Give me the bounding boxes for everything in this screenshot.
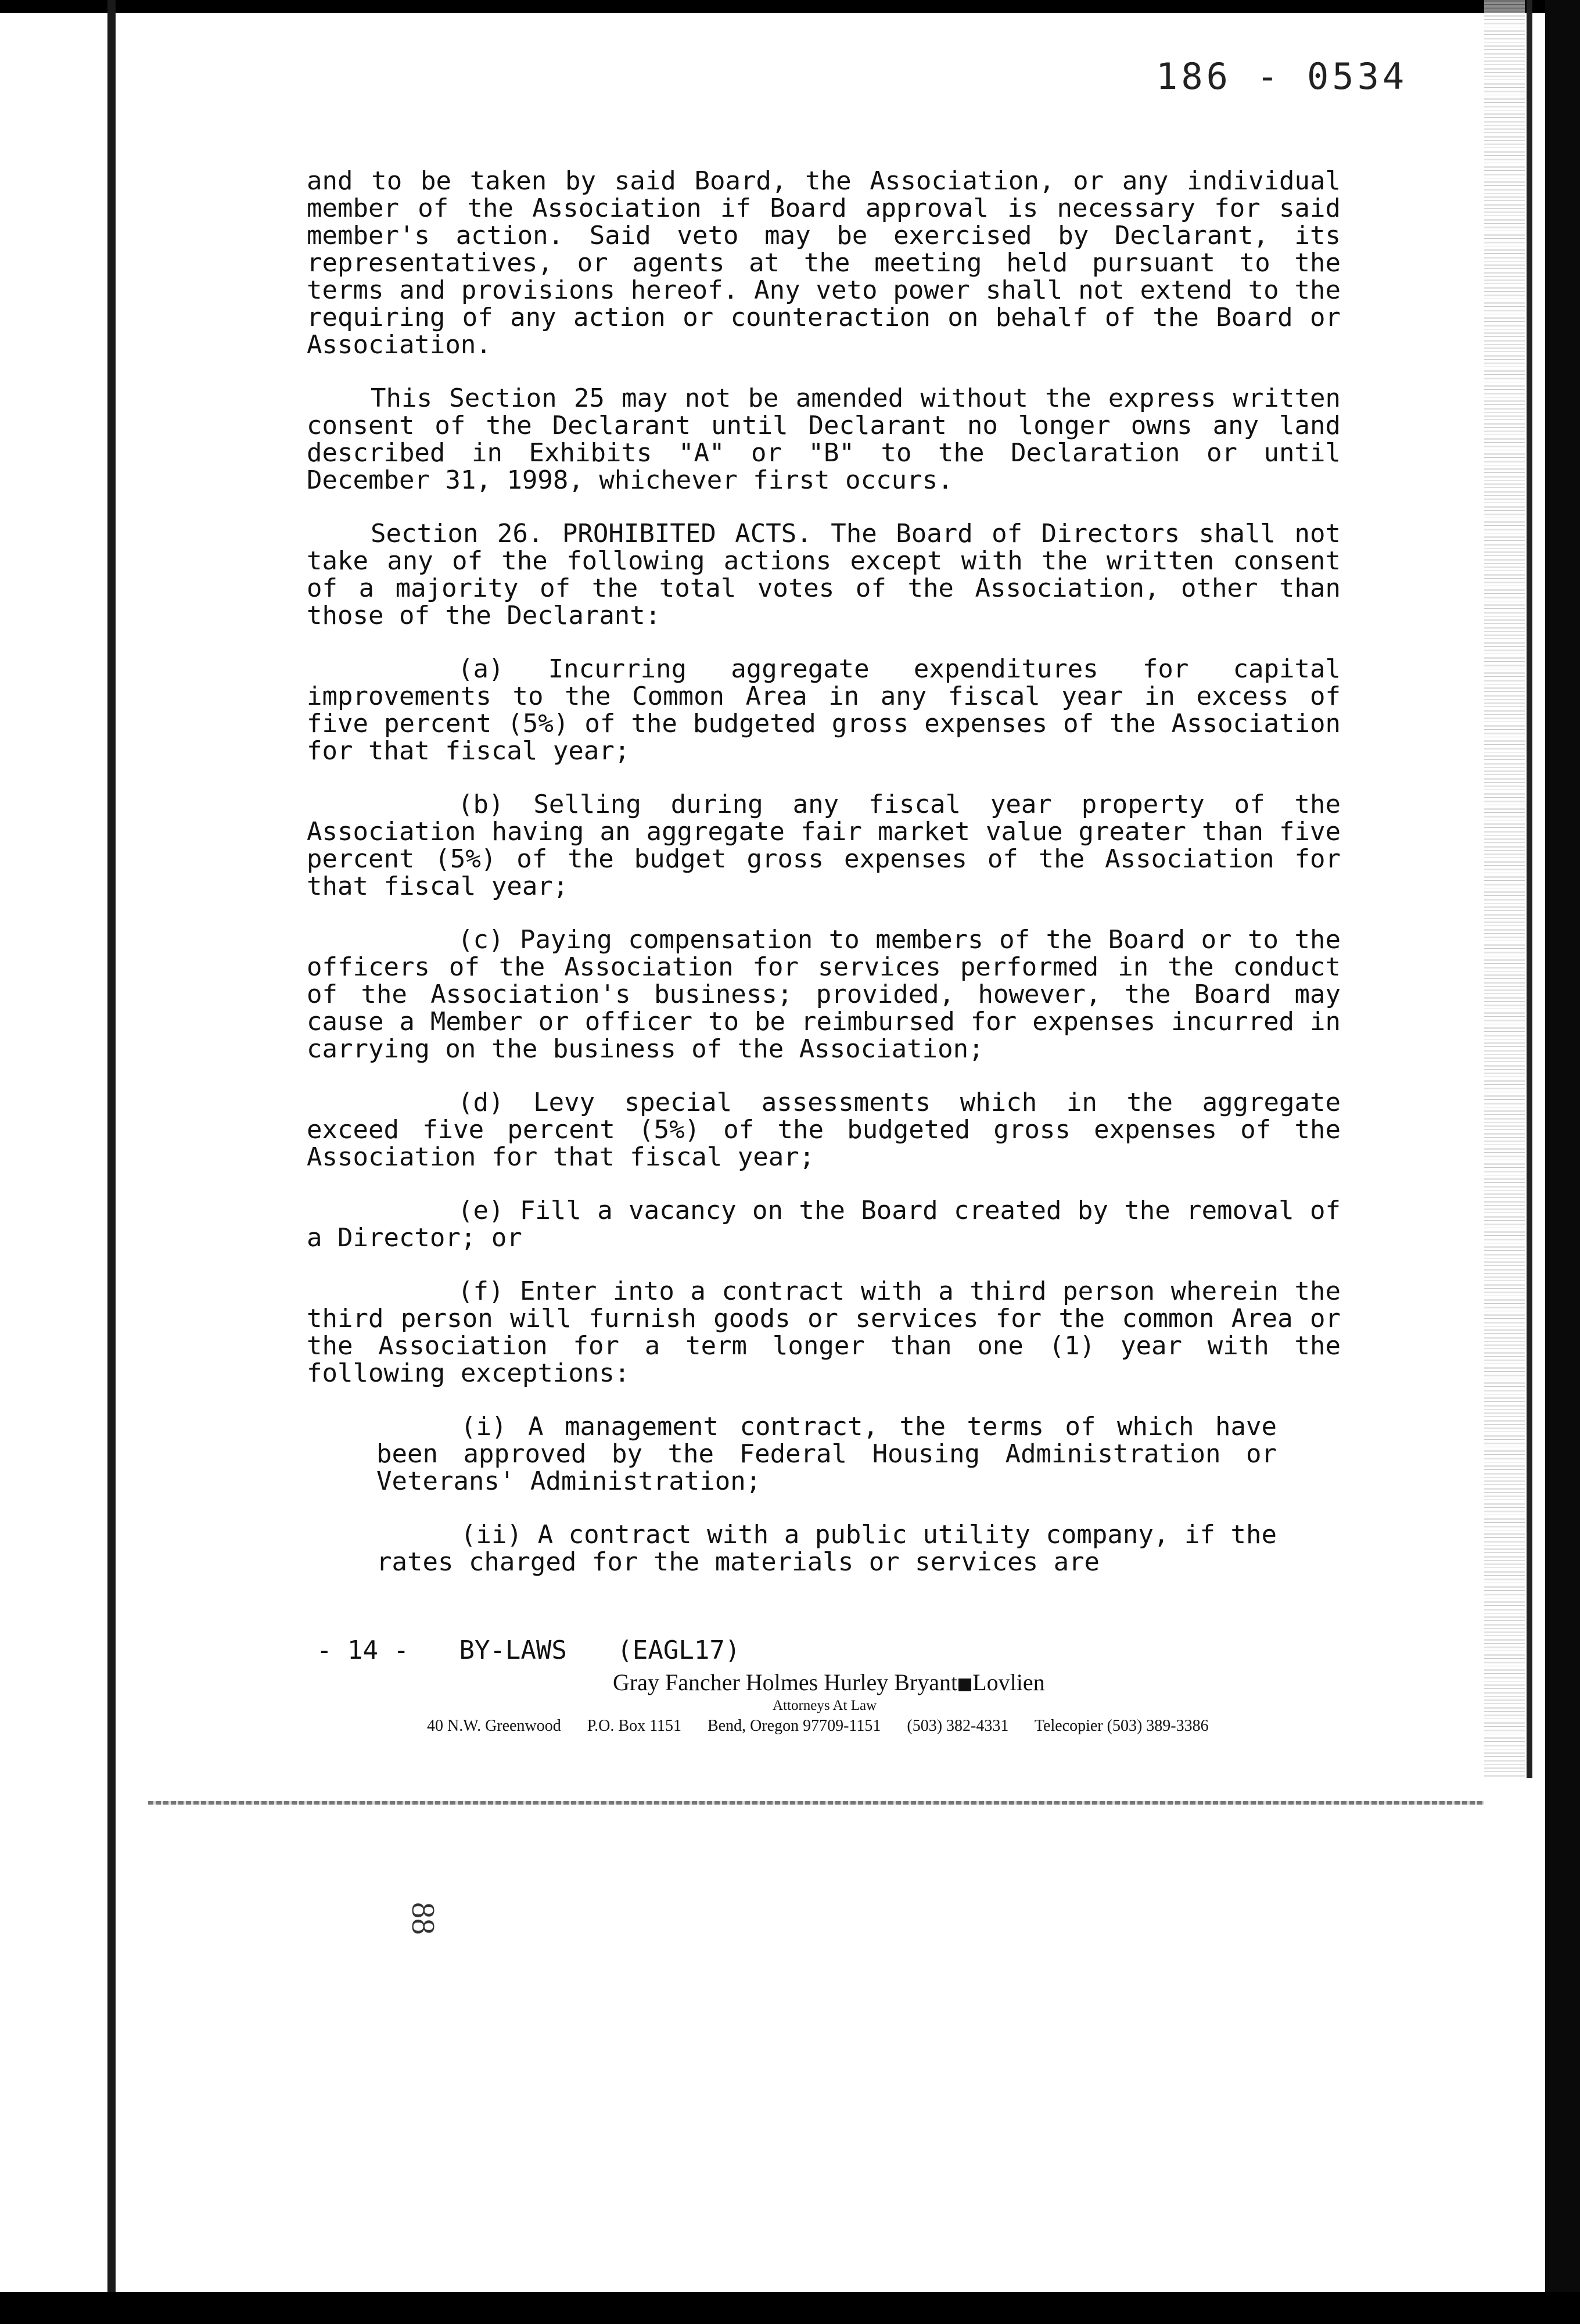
item-a: (a) Incurring aggregate expenditures for capital improvements to the Common Area in any fiscal year in excess of five percent (5%) of the budgeted gross expenses of the Association for that fiscal year; [307, 654, 1341, 766]
paragraph-continuation: and to be taken by said Board, the Association, or any individual member of the Association if Board approval is necessary for said member's action. Said veto may be exercised by Declarant, its representatives, or agents at the meeting held pursuant to the terms and provisions hereof. Any veto power shall not extend to the requiring of any action or counteraction on behalf of the Board or Association. [307, 166, 1341, 360]
scan-right-noise [1484, 0, 1525, 1778]
address-phone: (503) 382-4331 [907, 1717, 1009, 1735]
footer-doc: BY-LAWS [459, 1636, 567, 1665]
scan-page-bottom-edge [148, 1801, 1484, 1805]
item-e: (e) Fill a vacancy on the Board created by the removal of a Director; or [307, 1196, 1341, 1253]
paragraph-section-25: This Section 25 may not be amended without the express written consent of the Declarant until Declarant no longer owns any land described in Exhibits "A" or "B" to the Declaration or until December 31, 1998, whichever first occurs. [307, 383, 1341, 495]
address-pobox: P.O. Box 1151 [587, 1717, 682, 1735]
footer-doc-info [317, 1636, 775, 1665]
square-bullet-icon [958, 1679, 971, 1691]
firm-name [613, 1669, 1136, 1696]
margin-mark: 88 [405, 1902, 441, 1935]
item-c: (c) Paying compensation to members of the Board or to the officers of the Association for services performed in the conduct of the Association's business; provided, however, the Board may cause a Member or officer to be reimbursed for expenses incurred in carrying on the business of the Association; [307, 925, 1341, 1064]
footer-code: (EAGL17) [617, 1636, 741, 1665]
paragraph-section-26: Section 26. PROHIBITED ACTS. The Board of Directors shall not take any of the following actions except with the written consent of a majority of the total votes of the Association, other than those of the Declarant: [307, 519, 1341, 630]
scan-left-edge [107, 0, 116, 2324]
scan-bottom-band [0, 2292, 1580, 2324]
subitem-ii: (ii) A contract with a public utility company, if the rates charged for the materials or services are [376, 1520, 1277, 1577]
item-f: (f) Enter into a contract with a third person wherein the third person will furnish goods or services for the common Area or the Association for a term longer than one (1) year with the following exceptions: [307, 1276, 1341, 1388]
scan-right-edge [1527, 0, 1532, 1778]
address-city: Bend, Oregon 97709-1151 [708, 1717, 881, 1735]
item-b: (b) Selling during any fiscal year property of the Association having an aggregate fair market value greater than five percent (5%) of the budget gross expenses of the Association for that fiscal year; [307, 790, 1341, 901]
footer-page: - 14 - [317, 1636, 409, 1665]
firm-name-part1: Gray Fancher Holmes Hurley Bryant [613, 1669, 958, 1695]
firm-subtitle: Attorneys At Law [773, 1698, 877, 1713]
address-fax: Telecopier (503) 389-3386 [1034, 1717, 1209, 1735]
item-d: (d) Levy special assessments which in the aggregate exceed five percent (5%) of the budgeted gross expenses of the Association for that fiscal year; [307, 1088, 1341, 1172]
page-number: 186 - 0534 [1156, 55, 1408, 98]
firm-name-part2: Lovlien [972, 1669, 1045, 1695]
scan-right-black [1545, 0, 1580, 2324]
document-body [307, 167, 1341, 1602]
scan-top-band [0, 0, 1580, 13]
subitem-i: (i) A management contract, the terms of which have been approved by the Federal Housing Administration or Veterans' Administration; [376, 1412, 1277, 1496]
firm-address [427, 1717, 1231, 1735]
address-street: 40 N.W. Greenwood [427, 1717, 561, 1735]
